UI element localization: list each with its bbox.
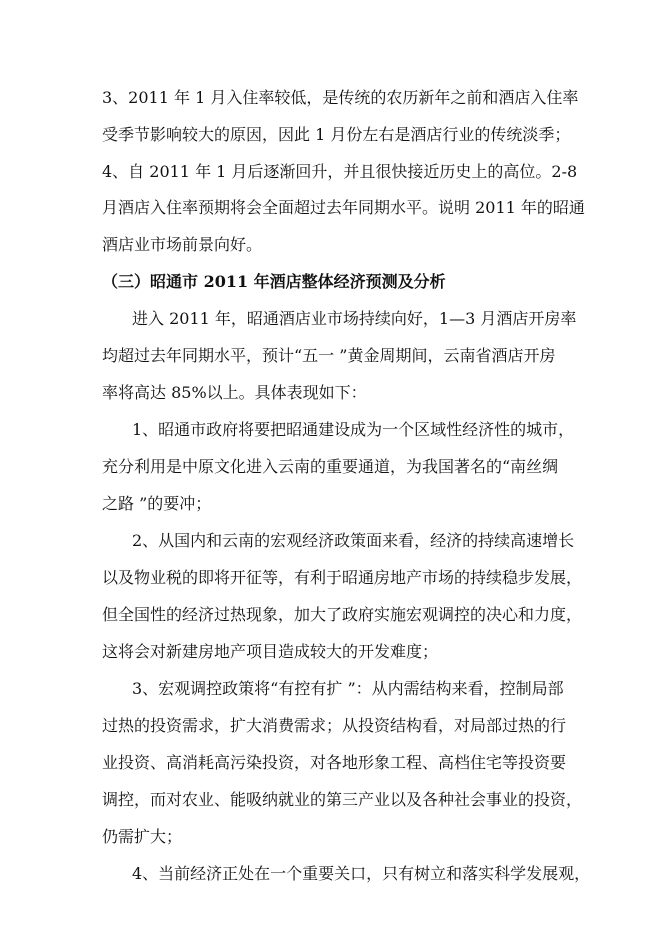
paragraph-line: 月酒店入住率预期将会全面超过去年同期水平。说明 2011 年的昭通 [102,198,585,217]
paragraph-line: 率将高达 85%以上。具体表现如下： [102,383,367,402]
paragraph-line: 充分利用是中原文化进入云南的重要通道，为我国著名的“南丝绸 [102,457,559,476]
paragraph-line: 进入 2011 年，昭通酒店业市场持续向好，1—3 月酒店开房率 [132,309,577,328]
paragraph-line: 酒店业市场前景向好。 [102,235,263,254]
paragraph-line: 过热的投资需求，扩大消费需求；从投资结构看，对局部过热的行 [102,716,567,735]
paragraph-line: 均超过去年同期水平，预计“五一 ”黄金周期间，云南省酒店开房 [102,346,556,365]
paragraph-line: 受季节影响较大的原因，因此 1 月份左右是酒店行业的传统淡季； [102,125,571,144]
section-heading: （三）昭通市 2011 年酒店整体经济预测及分析 [102,272,446,291]
paragraph-line: 但全国性的经济过热现象，加大了政府实施宏观调控的决心和力度， [102,605,583,624]
paragraph-line: 调控，而对农业、能吸纳就业的第三产业以及各种社会事业的投资， [102,790,583,809]
paragraph-line: 之路 ”的要冲； [102,494,212,513]
paragraph-line: 3、宏观调控政策将“有控有扩 ”：从内需结构来看，控制局部 [132,679,564,698]
paragraph-line: 2、从国内和云南的宏观经济政策面来看，经济的持续高速增长 [132,531,575,550]
paragraph-line: 3、2011 年 1 月入住率较低，是传统的农历新年之前和酒店入住率 [102,88,579,107]
paragraph-line: 业投资、高消耗高污染投资，对各地形象工程、高档住宅等投资要 [102,753,567,772]
paragraph-line: 4、自 2011 年 1 月后逐渐回升，并且很快接近历史上的高位。2-8 [102,162,578,181]
paragraph-line: 1、昭通市政府将要把昭通建设成为一个区域性经济性的城市， [132,420,575,439]
paragraph-line: 以及物业税的即将开征等，有利于昭通房地产市场的持续稳步发展， [102,568,583,587]
paragraph-line: 这将会对新建房地产项目造成较大的开发难度； [102,642,439,661]
paragraph-line: 仍需扩大； [102,827,183,846]
paragraph-line: 4、当前经济正处在一个重要关口，只有树立和落实科学发展观， [132,864,591,883]
